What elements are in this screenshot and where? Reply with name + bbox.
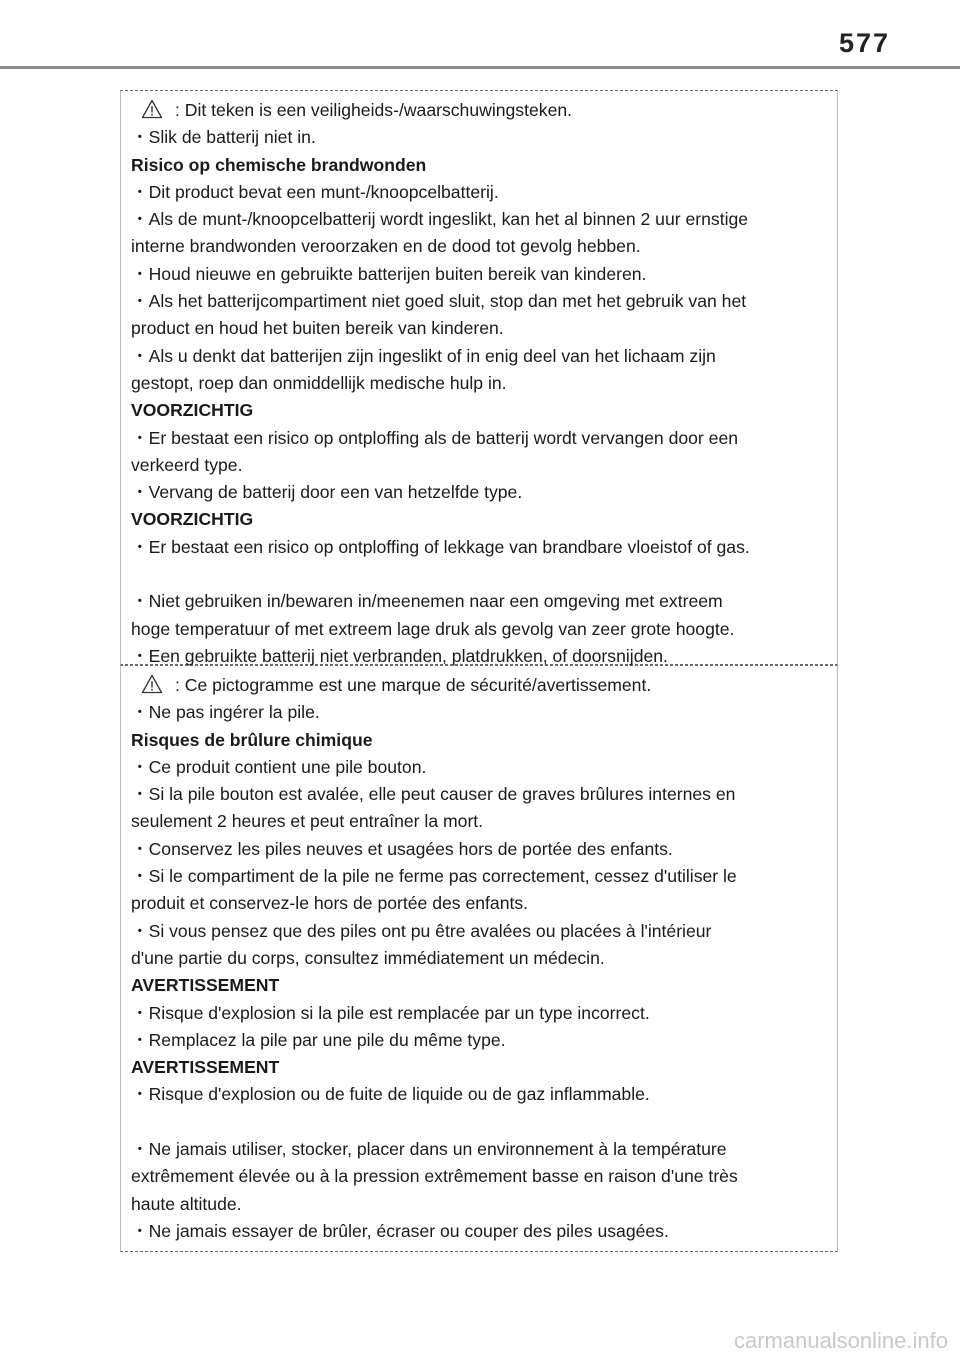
dutch-warning-symbol-line xyxy=(131,97,827,124)
dutch-text-line: ・Een gebruikte batterij niet verbranden, platdrukken, of doorsnijden. xyxy=(131,645,668,666)
french-text-line: ・Ne jamais utiliser, stocker, placer dans un environnement à la température xyxy=(131,1139,727,1160)
french-blank-line xyxy=(131,1109,827,1136)
french-text-line: ・Conservez les piles neuves et usagées hors de portée des enfants. xyxy=(131,838,673,859)
french-warning-box xyxy=(120,665,838,1252)
french-heading: AVERTISSEMENT xyxy=(131,1057,280,1078)
dutch-text-line: product en houd het buiten bereik van kinderen. xyxy=(131,318,504,339)
french-text-line: ・Si la pile bouton est avalée, elle peut causer de graves brûlures internes en xyxy=(131,784,736,805)
warning-triangle-icon xyxy=(141,674,163,694)
dutch-text-line: interne brandwonden veroorzaken en de dood tot gevolg hebben. xyxy=(131,236,641,257)
french-text-line: ・Ne jamais essayer de brûler, écraser ou couper des piles usagées. xyxy=(131,1220,669,1241)
french-text-line: seulement 2 heures et peut entraîner la mort. xyxy=(131,811,484,832)
dutch-text-line: ・Slik de batterij niet in. xyxy=(131,127,316,148)
french-text-line: extrêmement élevée ou à la pression extrêmement basse en raison d'une très xyxy=(131,1166,738,1187)
french-heading: AVERTISSEMENT xyxy=(131,975,280,996)
french-warning-symbol-line xyxy=(131,672,827,699)
dutch-text-line: ・Dit product bevat een munt-/knoopcelbatterij. xyxy=(131,181,499,202)
header-rule xyxy=(0,66,960,69)
dutch-text-line: hoge temperatuur of met extreem lage druk als gevolg van zeer grote hoogte. xyxy=(131,618,735,639)
dutch-text-line: ・Als de munt-/knoopcelbatterij wordt ingeslikt, kan het al binnen 2 uur ernstige xyxy=(131,209,749,230)
dutch-text-line: ・Vervang de batterij door een van hetzelfde type. xyxy=(131,482,523,503)
dutch-text-line: ・Niet gebruiken in/bewaren in/meenemen naar een omgeving met extreem xyxy=(131,591,723,612)
footer-watermark: carmanualsonline.info xyxy=(733,1328,948,1353)
french-text-line: ・Ne pas ingérer la pile. xyxy=(131,702,320,723)
french-text-line: d'une partie du corps, consultez immédiatement un médecin. xyxy=(131,947,605,968)
dutch-warning-box xyxy=(120,90,838,665)
french-text-line: haute altitude. xyxy=(131,1193,242,1214)
french-text-line: ・Ce produit contient une pile bouton. xyxy=(131,756,427,777)
dutch-text-line: ・Houd nieuwe en gebruikte batterijen buiten bereik van kinderen. xyxy=(131,263,647,284)
dutch-heading: VOORZICHTIG xyxy=(131,509,254,530)
dutch-text-line: ・Er bestaat een risico op ontploffing als de batterij wordt vervangen door een xyxy=(131,427,739,448)
dutch-text-line: ・Als het batterijcompartiment niet goed sluit, stop dan met het gebruik van het xyxy=(131,291,747,312)
dutch-heading: Risico op chemische brandwonden xyxy=(131,154,427,175)
french-warning-symbol-text: : Ce pictogramme est une marque de sécurité/avertissement. xyxy=(175,675,652,695)
dutch-text-line: verkeerd type. xyxy=(131,454,243,475)
dutch-text-line: ・Als u denkt dat batterijen zijn ingeslikt of in enig deel van het lichaam zijn xyxy=(131,345,716,366)
french-text-line: ・Risque d'explosion si la pile est remplacée par un type incorrect. xyxy=(131,1002,650,1023)
french-text-line: ・Si le compartiment de la pile ne ferme pas correctement, cessez d'utiliser le xyxy=(131,866,737,887)
dutch-warning-symbol-text: : Dit teken is een veiligheids-/waarschuwingsteken. xyxy=(175,100,573,120)
dutch-blank-line xyxy=(131,561,827,588)
dutch-text-line: gestopt, roep dan onmiddellijk medische hulp in. xyxy=(131,372,507,393)
french-heading: Risques de brûlure chimique xyxy=(131,729,373,750)
dutch-heading: VOORZICHTIG xyxy=(131,400,254,421)
french-text-line: ・Si vous pensez que des piles ont pu être avalées ou placées à l'intérieur xyxy=(131,920,712,941)
page-number: 577 xyxy=(838,28,890,58)
french-text-line: ・Remplacez la pile par une pile du même type. xyxy=(131,1029,506,1050)
french-text-line: ・Risque d'explosion ou de fuite de liquide ou de gaz inflammable. xyxy=(131,1084,650,1105)
french-text-line: produit et conservez-le hors de portée des enfants. xyxy=(131,893,529,914)
dutch-text-line: ・Er bestaat een risico op ontploffing of lekkage van brandbare vloeistof of gas. xyxy=(131,536,750,557)
warning-triangle-icon xyxy=(141,99,163,119)
